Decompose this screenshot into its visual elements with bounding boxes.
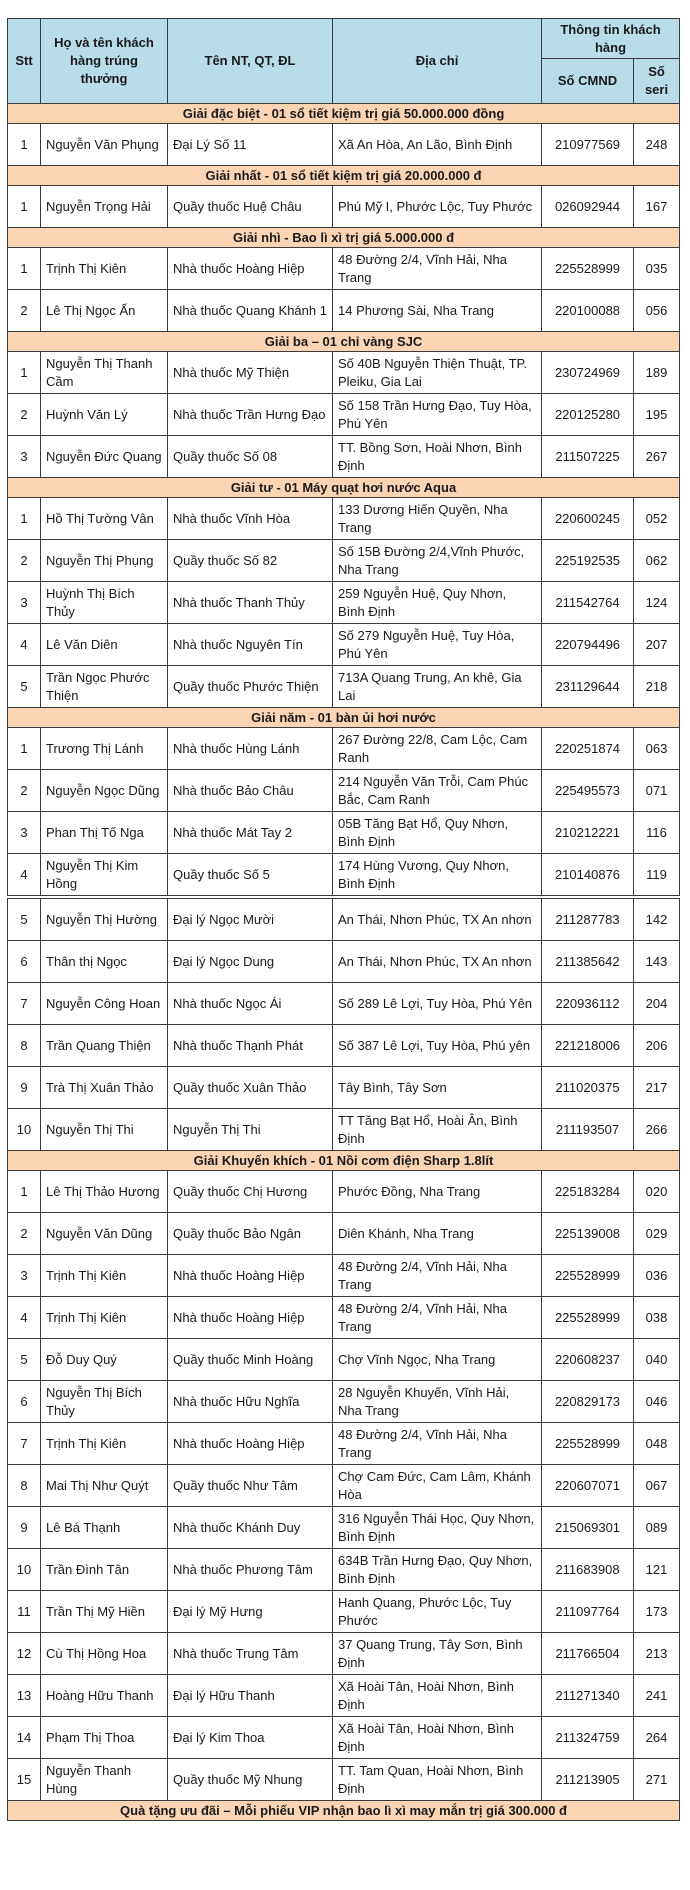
cell-seri: 116 [634,812,680,854]
table-row [8,1213,680,1255]
cell-address: 48 Đường 2/4, Vĩnh Hải, Nha Trang [333,1423,542,1465]
cell-stt: 6 [8,941,41,983]
cell-stt: 1 [8,248,41,290]
cell-name: Nguyễn Thị Kim Hồng [41,854,168,896]
cell-address: Chợ Cam Đức, Cam Lâm, Khánh Hòa [333,1465,542,1507]
cell-address: Phú Mỹ I, Phước Lộc, Tuy Phước [333,186,542,228]
cell-stt: 2 [8,290,41,332]
cell-stt: 8 [8,1025,41,1067]
section-title: Giải đặc biệt - 01 sổ tiết kiệm trị giá 50.000.000 đồng [8,104,680,124]
cell-store: Quầy thuốc Bảo Ngân [168,1213,333,1255]
cell-name: Nguyễn Thanh Hùng [41,1759,168,1801]
cell-stt: 2 [8,394,41,436]
cell-stt: 13 [8,1675,41,1717]
cell-stt: 4 [8,854,41,896]
cell-address: TT. Tam Quan, Hoài Nhơn, Bình Định [333,1759,542,1801]
cell-name: Trần Đình Tân [41,1549,168,1591]
cell-cmnd: 211193507 [542,1109,634,1151]
section-title: Giải Khuyến khích - 01 Nồi cơm điện Sharp 1.8lít [8,1151,680,1171]
cell-stt: 11 [8,1591,41,1633]
cell-store: Nhà thuốc Hoàng Hiệp [168,1423,333,1465]
cell-seri: 124 [634,582,680,624]
cell-stt: 1 [8,124,41,166]
cell-address: Diên Khánh, Nha Trang [333,1213,542,1255]
cell-address: 634B Trần Hưng Đạo, Quy Nhơn, Bình Định [333,1549,542,1591]
cell-store: Nhà thuốc Thạnh Phát [168,1025,333,1067]
cell-name: Phạm Thị Thoa [41,1717,168,1759]
table-row [8,1067,680,1109]
cell-cmnd: 220125280 [542,394,634,436]
cell-stt: 3 [8,582,41,624]
cell-address: 316 Nguyễn Thái Học, Quy Nhơn, Bình Định [333,1507,542,1549]
cell-store: Nhà thuốc Hữu Nghĩa [168,1381,333,1423]
cell-cmnd: 220607071 [542,1465,634,1507]
cell-stt: 3 [8,812,41,854]
cell-name: Trần Quang Thiện [41,1025,168,1067]
cell-address: Xã Hoài Tân, Hoài Nhơn, Bình Định [333,1675,542,1717]
cell-store: Quầy thuốc Minh Hoàng [168,1339,333,1381]
cell-cmnd: 220600245 [542,498,634,540]
cell-stt: 2 [8,1213,41,1255]
table-row [8,248,680,290]
cell-name: Nguyễn Đức Quang [41,436,168,478]
cell-stt: 14 [8,1717,41,1759]
cell-cmnd: 211287783 [542,899,634,941]
cell-cmnd: 211683908 [542,1549,634,1591]
cell-seri: 029 [634,1213,680,1255]
cell-cmnd: 225183284 [542,1171,634,1213]
section-title: Giải nhất - 01 sổ tiết kiệm trị giá 20.000.000 đ [8,166,680,186]
cell-cmnd: 211020375 [542,1067,634,1109]
table-row [8,1633,680,1675]
cell-seri: 067 [634,1465,680,1507]
cell-seri: 267 [634,436,680,478]
cell-store: Quầy thuốc Như Tâm [168,1465,333,1507]
cell-name: Lê Thị Ngọc Ấn [41,290,168,332]
cell-store: Nhà thuốc Khánh Duy [168,1507,333,1549]
table-row [8,352,680,394]
cell-stt: 3 [8,1255,41,1297]
cell-cmnd: 225528999 [542,1255,634,1297]
cell-address: Số 387 Lê Lợi, Tuy Hòa, Phú yên [333,1025,542,1067]
cell-store: Nhà thuốc Thanh Thủy [168,582,333,624]
table-row [8,666,680,708]
table-row [8,1423,680,1465]
cell-seri: 271 [634,1759,680,1801]
table-row [8,1507,680,1549]
table-row [8,1339,680,1381]
table-row [8,582,680,624]
cell-address: 48 Đường 2/4, Vĩnh Hải, Nha Trang [333,248,542,290]
cell-seri: 063 [634,728,680,770]
cell-seri: 173 [634,1591,680,1633]
table-row [8,124,680,166]
cell-seri: 143 [634,941,680,983]
cell-store: Đại lý Ngọc Mười [168,899,333,941]
table-row [8,290,680,332]
cell-stt: 3 [8,436,41,478]
cell-seri: 071 [634,770,680,812]
cell-name: Huỳnh Văn Lý [41,394,168,436]
cell-stt: 9 [8,1067,41,1109]
cell-cmnd: 220794496 [542,624,634,666]
cell-cmnd: 211766504 [542,1633,634,1675]
cell-cmnd: 211271340 [542,1675,634,1717]
cell-name: Trần Ngọc Phước Thiện [41,666,168,708]
cell-store: Nguyễn Thị Thi [168,1109,333,1151]
cell-stt: 1 [8,186,41,228]
cell-address: TT. Bồng Sơn, Hoài Nhơn, Bình Định [333,436,542,478]
table-row [8,1297,680,1339]
winners-table [7,18,680,1821]
cell-seri: 206 [634,1025,680,1067]
header-name: Họ và tên khách hàng trúng thưởng [41,19,168,104]
cell-store: Quầy thuốc Huệ Châu [168,186,333,228]
cell-cmnd: 231129644 [542,666,634,708]
cell-seri: 195 [634,394,680,436]
cell-store: Đại lý Mỹ Hưng [168,1591,333,1633]
cell-store: Quầy thuốc Chị Hương [168,1171,333,1213]
header-store: Tên NT, QT, ĐL [168,19,333,104]
cell-address: Số 279 Nguyễn Huệ, Tuy Hòa, Phú Yên [333,624,542,666]
cell-stt: 7 [8,1423,41,1465]
cell-cmnd: 225528999 [542,248,634,290]
cell-cmnd: 225528999 [542,1423,634,1465]
cell-name: Nguyễn Trọng Hải [41,186,168,228]
cell-name: Nguyễn Thị Phụng [41,540,168,582]
cell-stt: 1 [8,1171,41,1213]
cell-cmnd: 211507225 [542,436,634,478]
cell-seri: 048 [634,1423,680,1465]
cell-seri: 121 [634,1549,680,1591]
cell-store: Nhà thuốc Mỹ Thiện [168,352,333,394]
cell-seri: 056 [634,290,680,332]
table-row [8,1109,680,1151]
cell-address: Số 15B Đường 2/4,Vĩnh Phước, Nha Trang [333,540,542,582]
cell-address: 37 Quang Trung, Tây Sơn, Bình Định [333,1633,542,1675]
cell-name: Lê Văn Diên [41,624,168,666]
cell-address: An Thái, Nhơn Phúc, TX An nhơn [333,941,542,983]
table-row [8,941,680,983]
cell-stt: 2 [8,770,41,812]
cell-name: Thân thị Ngọc [41,941,168,983]
cell-address: TT Tăng Bạt Hổ, Hoài Ân, Bình Định [333,1109,542,1151]
cell-stt: 7 [8,983,41,1025]
cell-address: Chợ Vĩnh Ngọc, Nha Trang [333,1339,542,1381]
table-row [8,1255,680,1297]
table-row [8,1465,680,1507]
cell-seri: 204 [634,983,680,1025]
cell-seri: 264 [634,1717,680,1759]
table-row [8,1025,680,1067]
cell-seri: 213 [634,1633,680,1675]
cell-address: 259 Nguyễn Huệ, Quy Nhơn, Bình Định [333,582,542,624]
cell-name: Nguyễn Thị Hường [41,899,168,941]
table-row [8,186,680,228]
cell-seri: 266 [634,1109,680,1151]
cell-seri: 217 [634,1067,680,1109]
cell-store: Quầy thuốc Phước Thiện [168,666,333,708]
table-row [8,728,680,770]
table-row [8,899,680,941]
cell-name: Nguyễn Ngọc Dũng [41,770,168,812]
cell-name: Trà Thị Xuân Thảo [41,1067,168,1109]
cell-store: Nhà thuốc Mát Tay 2 [168,812,333,854]
cell-seri: 036 [634,1255,680,1297]
cell-store: Nhà thuốc Hoàng Hiệp [168,1255,333,1297]
table-row [8,1591,680,1633]
table-body [8,104,680,1821]
footer-note: Quà tặng ưu đãi – Mỗi phiếu VIP nhận bao lì xì may mắn trị giá 300.000 đ [8,1801,680,1821]
cell-address: An Thái, Nhơn Phúc, TX An nhơn [333,899,542,941]
table-row [8,1675,680,1717]
cell-address: 28 Nguyễn Khuyến, Vĩnh Hải, Nha Trang [333,1381,542,1423]
table-row [8,498,680,540]
section-header-row [8,478,680,498]
table-row [8,1381,680,1423]
cell-cmnd: 225139008 [542,1213,634,1255]
cell-name: Nguyễn Thị Bích Thủy [41,1381,168,1423]
cell-cmnd: 225495573 [542,770,634,812]
cell-stt: 5 [8,666,41,708]
cell-address: Hanh Quang, Phước Lộc, Tuy Phước [333,1591,542,1633]
cell-store: Nhà thuốc Bảo Châu [168,770,333,812]
cell-address: 48 Đường 2/4, Vĩnh Hải, Nha Trang [333,1255,542,1297]
cell-name: Trịnh Thị Kiên [41,248,168,290]
cell-cmnd: 221218006 [542,1025,634,1067]
cell-stt: 2 [8,540,41,582]
section-title: Giải ba – 01 chỉ vàng SJC [8,332,680,352]
cell-cmnd: 220251874 [542,728,634,770]
header-customer-info: Thông tin khách hàng [542,19,680,59]
table-row [8,770,680,812]
cell-name: Nguyễn Công Hoan [41,983,168,1025]
cell-stt: 10 [8,1109,41,1151]
cell-seri: 040 [634,1339,680,1381]
cell-stt: 1 [8,352,41,394]
table-row [8,624,680,666]
cell-seri: 062 [634,540,680,582]
cell-name: Trần Thị Mỹ Hiền [41,1591,168,1633]
cell-stt: 15 [8,1759,41,1801]
cell-store: Nhà thuốc Ngọc Ái [168,983,333,1025]
cell-name: Lê Thị Thảo Hương [41,1171,168,1213]
table-row [8,394,680,436]
cell-store: Nhà thuốc Nguyên Tín [168,624,333,666]
section-header-row [8,104,680,124]
section-title: Giải tư - 01 Máy quạt hơi nước Aqua [8,478,680,498]
cell-stt: 4 [8,624,41,666]
cell-store: Nhà thuốc Phương Tâm [168,1549,333,1591]
cell-stt: 12 [8,1633,41,1675]
cell-stt: 4 [8,1297,41,1339]
section-header-row [8,332,680,352]
cell-cmnd: 210212221 [542,812,634,854]
table-row [8,436,680,478]
section-header-row [8,1151,680,1171]
header-cmnd: Số CMND [542,59,634,104]
cell-address: Xã Hoài Tân, Hoài Nhơn, Bình Định [333,1717,542,1759]
cell-name: Nguyễn Thị Thanh Cầm [41,352,168,394]
cell-seri: 142 [634,899,680,941]
cell-cmnd: 215069301 [542,1507,634,1549]
cell-store: Đại lý Hữu Thanh [168,1675,333,1717]
cell-address: Xã An Hòa, An Lão, Bình Định [333,124,542,166]
cell-seri: 035 [634,248,680,290]
cell-cmnd: 220608237 [542,1339,634,1381]
cell-store: Quầy thuốc Số 08 [168,436,333,478]
cell-store: Nhà thuốc Trung Tâm [168,1633,333,1675]
section-title: Giải năm - 01 bàn ủi hơi nước [8,708,680,728]
footer-row [8,1801,680,1821]
cell-address: 214 Nguyễn Văn Trỗi, Cam Phúc Bắc, Cam Ranh [333,770,542,812]
section-header-row [8,708,680,728]
cell-address: 14 Phương Sài, Nha Trang [333,290,542,332]
cell-stt: 1 [8,728,41,770]
cell-cmnd: 220829173 [542,1381,634,1423]
cell-store: Nhà thuốc Vĩnh Hòa [168,498,333,540]
table-row [8,1171,680,1213]
cell-store: Đại lý Ngọc Dung [168,941,333,983]
table-row [8,854,680,896]
cell-address: Tây Bình, Tây Sơn [333,1067,542,1109]
cell-seri: 046 [634,1381,680,1423]
cell-seri: 189 [634,352,680,394]
cell-cmnd: 230724969 [542,352,634,394]
section-title: Giải nhì - Bao lì xì trị giá 5.000.000 đ [8,228,680,248]
cell-seri: 119 [634,854,680,896]
cell-store: Quầy thuốc Mỹ Nhung [168,1759,333,1801]
cell-name: Trịnh Thị Kiên [41,1297,168,1339]
cell-seri: 089 [634,1507,680,1549]
cell-address: Số 158 Trần Hưng Đạo, Tuy Hòa, Phú Yên [333,394,542,436]
cell-seri: 207 [634,624,680,666]
header-address: Địa chỉ [333,19,542,104]
cell-name: Hồ Thị Tường Vân [41,498,168,540]
cell-stt: 8 [8,1465,41,1507]
cell-stt: 10 [8,1549,41,1591]
table-row [8,1549,680,1591]
table-row [8,1759,680,1801]
cell-address: 48 Đường 2/4, Vĩnh Hải, Nha Trang [333,1297,542,1339]
cell-address: Số 40B Nguyễn Thiện Thuật, TP. Pleiku, Gia Lai [333,352,542,394]
cell-address: 174 Hùng Vương, Quy Nhơn, Bình Định [333,854,542,896]
cell-stt: 5 [8,1339,41,1381]
table-row [8,1717,680,1759]
cell-address: Số 289 Lê Lợi, Tuy Hòa, Phú Yên [333,983,542,1025]
cell-name: Trương Thị Lánh [41,728,168,770]
cell-address: Phước Đồng, Nha Trang [333,1171,542,1213]
cell-store: Đại Lý Số 11 [168,124,333,166]
cell-address: 267 Đường 22/8, Cam Lộc, Cam Ranh [333,728,542,770]
cell-seri: 167 [634,186,680,228]
cell-name: Hoàng Hữu Thanh [41,1675,168,1717]
cell-cmnd: 211542764 [542,582,634,624]
cell-seri: 218 [634,666,680,708]
cell-stt: 9 [8,1507,41,1549]
cell-address: 05B Tăng Bạt Hổ, Quy Nhơn, Bình Định [333,812,542,854]
cell-cmnd: 211097764 [542,1591,634,1633]
cell-cmnd: 211324759 [542,1717,634,1759]
cell-cmnd: 220100088 [542,290,634,332]
cell-name: Nguyễn Văn Dũng [41,1213,168,1255]
header-seri: Số seri [634,59,680,104]
cell-name: Cù Thị Hồng Hoa [41,1633,168,1675]
cell-seri: 241 [634,1675,680,1717]
section-header-row [8,228,680,248]
cell-name: Nguyễn Thị Thi [41,1109,168,1151]
cell-store: Quầy thuốc Số 82 [168,540,333,582]
cell-store: Quầy thuốc Xuân Thảo [168,1067,333,1109]
cell-address: 133 Dương Hiến Quyền, Nha Trang [333,498,542,540]
cell-store: Đại lý Kim Thoa [168,1717,333,1759]
cell-name: Phan Thị Tố Nga [41,812,168,854]
cell-name: Mai Thị Như Quýt [41,1465,168,1507]
cell-cmnd: 211213905 [542,1759,634,1801]
cell-store: Nhà thuốc Quang Khánh 1 [168,290,333,332]
cell-seri: 020 [634,1171,680,1213]
cell-seri: 038 [634,1297,680,1339]
cell-cmnd: 220936112 [542,983,634,1025]
cell-cmnd: 211385642 [542,941,634,983]
header-stt: Stt [8,19,41,104]
section-header-row [8,166,680,186]
cell-store: Nhà thuốc Hoàng Hiệp [168,248,333,290]
cell-store: Nhà thuốc Hoàng Hiệp [168,1297,333,1339]
cell-name: Đỗ Duy Quý [41,1339,168,1381]
cell-seri: 248 [634,124,680,166]
cell-name: Nguyễn Văn Phụng [41,124,168,166]
table-row [8,540,680,582]
cell-name: Lê Bá Thạnh [41,1507,168,1549]
cell-cmnd: 225192535 [542,540,634,582]
cell-cmnd: 225528999 [542,1297,634,1339]
cell-name: Trịnh Thị Kiên [41,1423,168,1465]
cell-stt: 5 [8,899,41,941]
cell-store: Nhà thuốc Trần Hưng Đạo [168,394,333,436]
table-row [8,983,680,1025]
cell-seri: 052 [634,498,680,540]
cell-cmnd: 026092944 [542,186,634,228]
cell-stt: 1 [8,498,41,540]
cell-stt: 6 [8,1381,41,1423]
cell-cmnd: 210140876 [542,854,634,896]
cell-name: Trịnh Thị Kiên [41,1255,168,1297]
cell-store: Nhà thuốc Hùng Lánh [168,728,333,770]
cell-cmnd: 210977569 [542,124,634,166]
cell-address: 713A Quang Trung, An khê, Gia Lai [333,666,542,708]
table-row [8,812,680,854]
cell-store: Quầy thuốc Số 5 [168,854,333,896]
cell-name: Huỳnh Thị Bích Thủy [41,582,168,624]
